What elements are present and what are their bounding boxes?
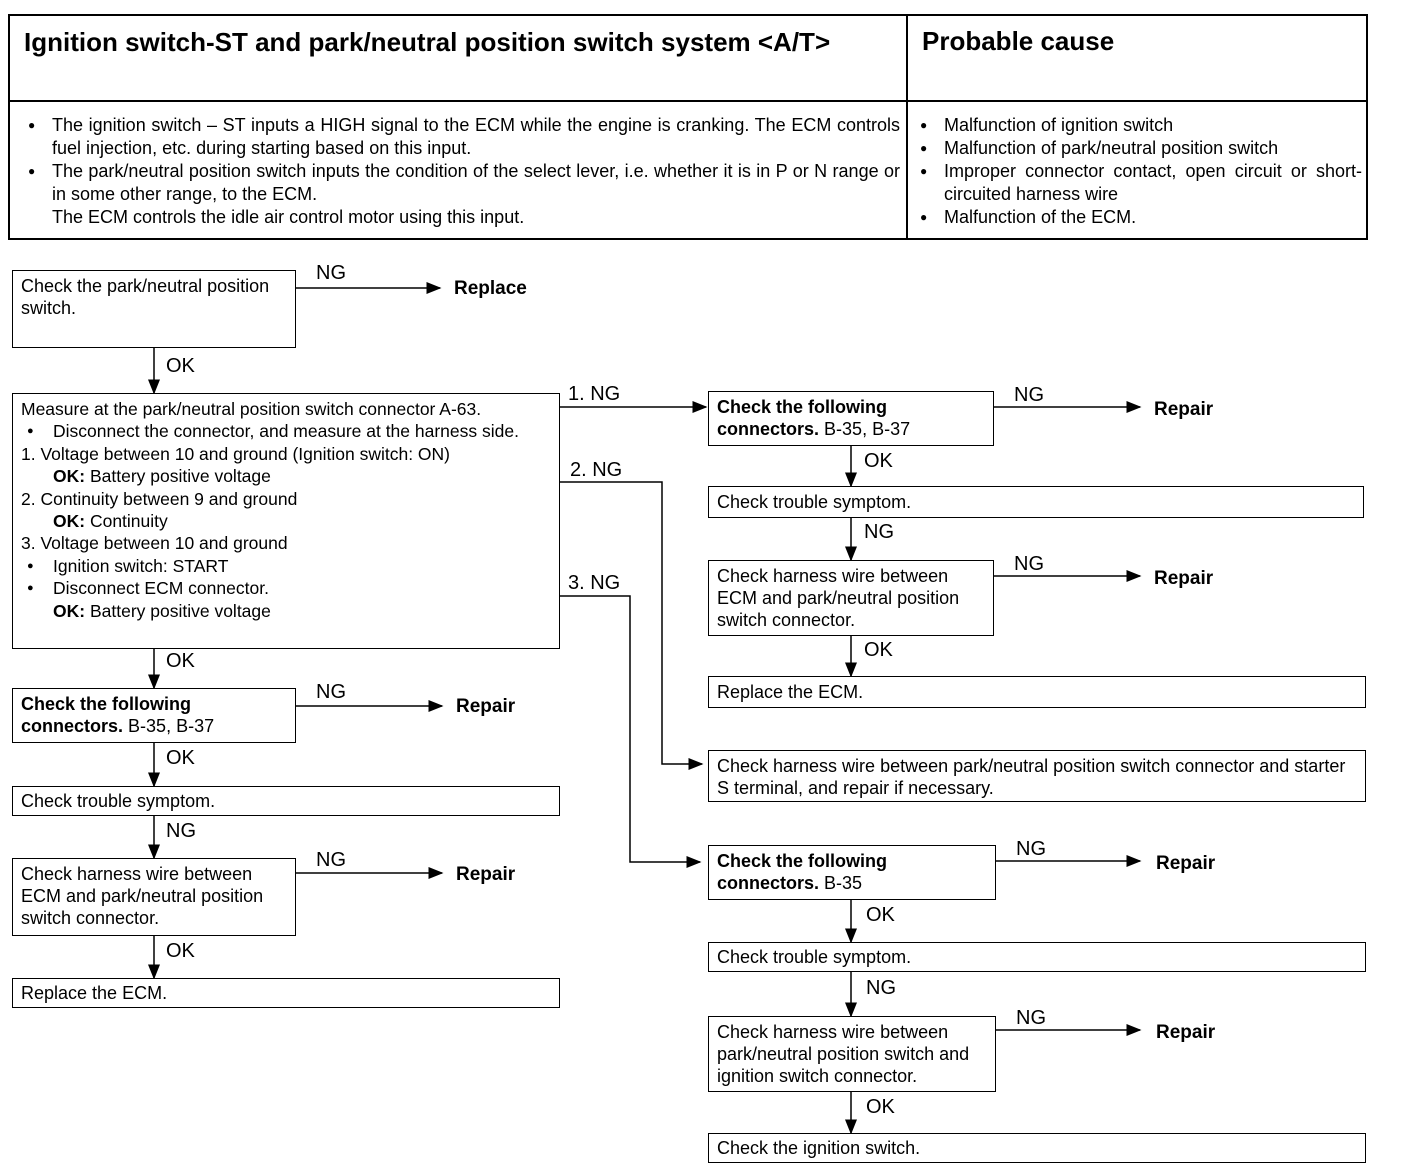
measure-line xyxy=(21,510,551,532)
repair-result: Repair xyxy=(1156,853,1216,874)
cause-item: ● Improper connector contact, open circuit or short-circuited harness wire xyxy=(916,160,1362,206)
branch3-check-trouble-symptom xyxy=(708,942,1366,972)
measure-line xyxy=(21,600,551,622)
measure-line: 2. Continuity between 9 and ground xyxy=(21,488,298,509)
ok-label: OK xyxy=(864,450,893,472)
step-text: Check trouble symptom. xyxy=(21,791,216,811)
branch3-check-harness-ignition xyxy=(708,1016,996,1092)
ok-key: OK: xyxy=(53,511,86,532)
repair-result: Repair xyxy=(1154,568,1214,589)
step-text: Check harness wire between park/neutral position switch connector and starter S terminal, and repair if necessary. xyxy=(717,756,1346,798)
ng-label: NG xyxy=(1016,1007,1046,1029)
repair-result: Repair xyxy=(456,696,516,717)
step-text: Check harness wire between park/neutral position switch and ignition switch connector. xyxy=(717,1022,970,1086)
ok-value: Battery positive voltage xyxy=(89,600,271,621)
ok-label: OK xyxy=(864,639,893,661)
branch1-replace-ecm xyxy=(708,676,1366,708)
ng-label: NG xyxy=(1016,838,1046,860)
ok-label: OK xyxy=(166,355,195,377)
branch-1-ng-label: 1. NG xyxy=(568,383,621,405)
step-check-connectors xyxy=(12,688,296,743)
step-check-trouble-symptom xyxy=(12,786,560,816)
measure-line: 3. Voltage between 10 and ground xyxy=(21,533,288,554)
step-text: Check the park/neutral position switch. xyxy=(21,276,270,318)
step-replace-ecm xyxy=(12,978,560,1008)
ok-value: Battery positive voltage xyxy=(89,466,271,487)
measure-line: ● Disconnect the connector, and measure at the harness side. xyxy=(21,420,551,442)
repair-result: Repair xyxy=(1156,1022,1216,1043)
cause-item: ● Malfunction of the ECM. xyxy=(916,206,1362,229)
ok-label: OK xyxy=(166,940,195,962)
ok-value: Continuity xyxy=(89,511,168,532)
branch-3-ng-label: 3. NG xyxy=(568,572,621,594)
repair-result: Repair xyxy=(1154,399,1214,420)
repair-result: Repair xyxy=(456,864,516,885)
step-text: B-35, B-37 xyxy=(128,716,215,736)
description-item: ● The park/neutral position switch inputs the condition of the select lever, i.e. whether it is in P or N range or in some other range, to the ECM. xyxy=(24,160,900,206)
step-text-bold: Check the following connectors. xyxy=(717,397,888,439)
step-text-bold: Check the following connectors. xyxy=(21,694,192,736)
ng-label: NG xyxy=(316,681,346,703)
ng-label: NG xyxy=(864,521,894,543)
arrow-branch3 xyxy=(560,596,700,862)
branch2-check-harness-starter xyxy=(708,750,1366,802)
ng-label: NG xyxy=(316,262,346,284)
system-title: Ignition switch-ST and park/neutral position switch system <A/T> xyxy=(24,27,831,57)
ok-label: OK xyxy=(166,747,195,769)
description-item: The ECM controls the idle air control motor using this input. xyxy=(52,207,525,227)
measure-line: 1. Voltage between 10 and ground (Ignition switch: ON) xyxy=(21,443,451,464)
branch3-check-ignition-switch xyxy=(708,1133,1366,1163)
ok-label: OK xyxy=(166,650,195,672)
cause-item: ● Malfunction of ignition switch xyxy=(916,114,1362,137)
step-text: Check trouble symptom. xyxy=(717,947,912,967)
ng-label: NG xyxy=(1014,553,1044,575)
ng-label: NG xyxy=(166,820,196,842)
step-text-bold: Check the following connectors. xyxy=(717,851,888,893)
step-text: Check harness wire between ECM and park/neutral position switch connector. xyxy=(21,864,264,928)
replace-result: Replace xyxy=(454,278,527,299)
step-text: B-35 xyxy=(824,873,863,893)
step-text: Check trouble symptom. xyxy=(717,492,912,512)
arrow-branch2 xyxy=(560,482,702,764)
measure-line: ● Ignition switch: START xyxy=(21,555,551,577)
branch1-check-connectors xyxy=(708,391,994,446)
step-text: Check harness wire between ECM and park/neutral position switch connector. xyxy=(717,566,960,630)
branch1-check-harness-wire xyxy=(708,560,994,636)
branch3-check-connectors xyxy=(708,845,996,900)
step-text: Replace the ECM. xyxy=(21,983,168,1003)
ng-label: NG xyxy=(316,849,346,871)
ok-label: OK xyxy=(866,1096,895,1118)
ok-key: OK: xyxy=(53,600,86,621)
ok-key: OK: xyxy=(53,466,86,487)
branch-2-ng-label: 2. NG xyxy=(570,459,623,481)
step-check-park-neutral-switch xyxy=(12,270,296,348)
step-text: Replace the ECM. xyxy=(717,682,864,702)
description-item: ● The ignition switch – ST inputs a HIGH signal to the ECM while the engine is cranking. The ECM controls fuel injection, etc. during starting based on this input. xyxy=(24,114,900,160)
cause-item: ● Malfunction of park/neutral position switch xyxy=(916,137,1362,160)
step-text: Check the ignition switch. xyxy=(717,1138,921,1158)
ng-label: NG xyxy=(1014,384,1044,406)
step-measure-connector xyxy=(12,393,560,649)
step-check-harness-wire xyxy=(12,858,296,936)
step-text: B-35, B-37 xyxy=(824,419,911,439)
measure-line xyxy=(21,465,551,487)
probable-cause-title: Probable cause xyxy=(922,26,1115,56)
branch1-check-trouble-symptom xyxy=(708,486,1364,518)
measure-line: Measure at the park/neutral position switch connector A-63. xyxy=(21,399,482,419)
ok-label: OK xyxy=(866,904,895,926)
measure-line: ● Disconnect ECM connector. xyxy=(21,577,551,599)
ng-label: NG xyxy=(866,977,896,999)
